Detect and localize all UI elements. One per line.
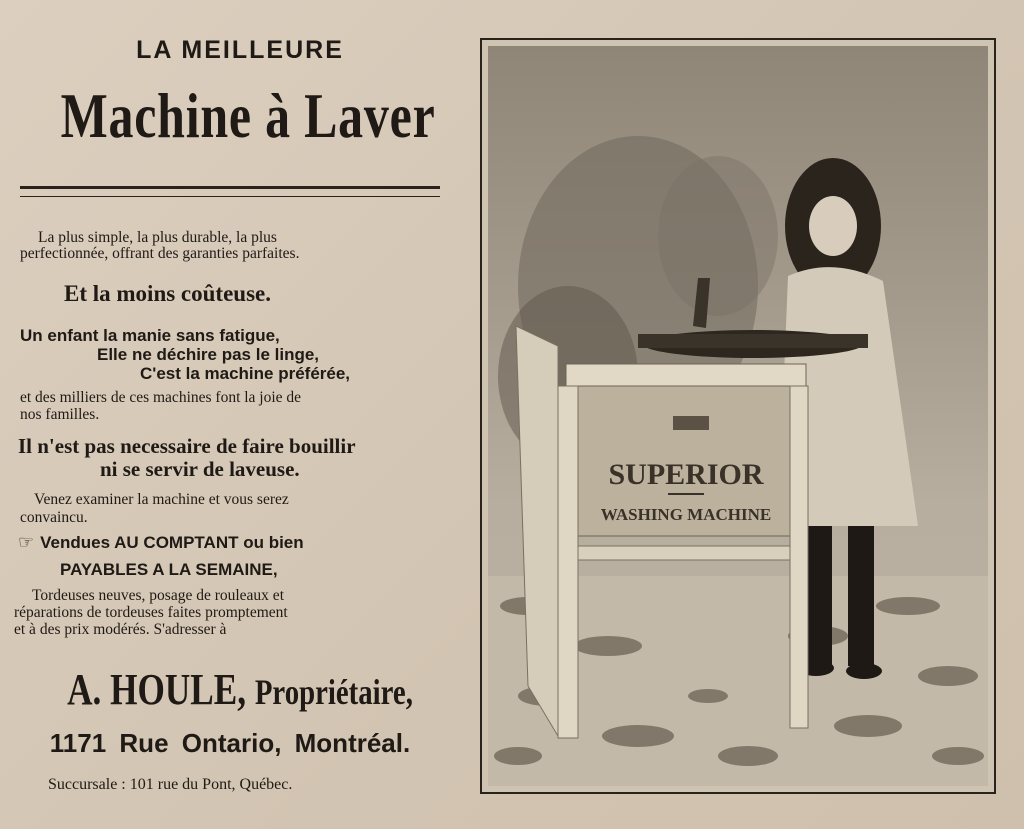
verse-line-3: C'est la machine préférée, <box>140 364 351 383</box>
pay-line-1-text: Vendues AU COMPTANT ou bien <box>40 533 304 552</box>
wringers-line-2: réparations de tordeuses faites promptement <box>14 604 288 621</box>
boil-line-1: Il n'est pas necessaire de faire bouillir <box>18 434 356 458</box>
divider-thin <box>20 196 440 197</box>
machine-brand-label: SUPERIOR <box>608 458 764 491</box>
verse-line-2: Elle ne déchire pas le linge, <box>97 345 320 364</box>
advert-text-column <box>0 0 470 829</box>
owner-title: Propriétaire, <box>254 672 413 712</box>
photograph-frame <box>480 38 996 794</box>
photograph <box>488 46 988 786</box>
address: 1171 Rue Ontario, Montréal. <box>49 728 411 758</box>
boil-line-2: ni se servir de laveuse. <box>100 457 300 481</box>
pay-line-1 <box>18 534 304 552</box>
come-line-1: Venez examiner la machine et vous serez <box>34 491 289 508</box>
divider-thick <box>20 186 440 189</box>
intro-line-1: La plus simple, la plus durable, la plus <box>38 229 277 246</box>
wringers-line-3: et à des prix modérés. S'adresser à <box>14 621 227 638</box>
pay-line-2: PAYABLES A LA SEMAINE, <box>60 560 278 579</box>
washing-machine-illustration <box>488 46 988 786</box>
families-line-2: nos familles. <box>20 406 100 423</box>
pointing-hand-icon: ☞ <box>18 532 35 553</box>
headline: Machine à Laver <box>60 80 436 151</box>
owner-line <box>56 665 424 714</box>
come-line-2: convaincu. <box>20 509 88 526</box>
branch-address: Succursale : 101 rue du Pont, Québec. <box>48 776 293 793</box>
families-line-1: et des milliers de ces machines font la joie de <box>20 389 302 406</box>
intro-line-2: perfectionnée, offrant des garanties parfaites. <box>20 245 300 262</box>
verse-line-1: Un enfant la manie sans fatigue, <box>20 326 280 345</box>
subhead: Et la moins coûteuse. <box>64 281 271 306</box>
kicker: LA MEILLEURE <box>136 36 344 64</box>
owner-name: A. HOULE, <box>67 665 247 714</box>
wringers-line-1: Tordeuses neuves, posage de rouleaux et <box>32 587 284 604</box>
machine-type-label: WASHING MACHINE <box>600 505 772 524</box>
